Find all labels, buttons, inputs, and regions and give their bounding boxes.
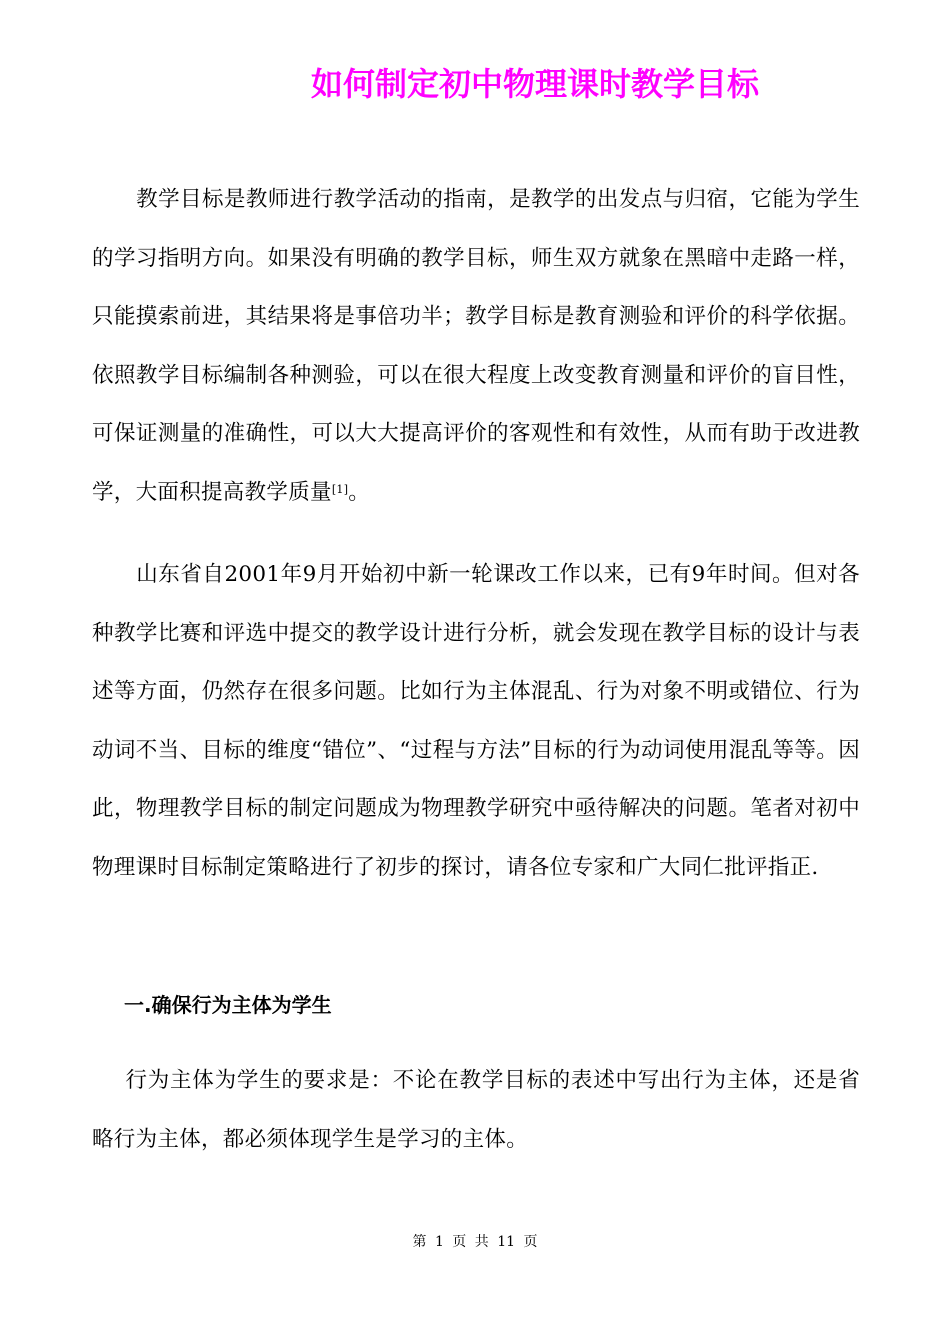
body-paragraph-background bbox=[92, 546, 860, 898]
page-number-footer: 第 1 页 共 11 页 bbox=[412, 1234, 538, 1250]
paragraph-text: 山东省自2001年9月开始初中新一轮课改工作以来，已有9年时间。但对各种教学比赛和评选中提交的教学设计进行分析，就会发现在教学目标的设计与表述等方面，仍然存在很多问题。比如行为主体混乱、行为对象不明或错位、行为动词不当、目标的维度“错位”、“过程与方法”目标的行为动词使用混乱等等。因此，物理教学目标的制定问题成为物理教学研究中亟待解决的问题。笔者对初中物理课时目标制定策略进行了初步的探讨，请各位专家和广大同仁批评指正. bbox=[92, 562, 860, 880]
paragraph-text: 教学目标是教师进行教学活动的指南，是教学的出发点与归宿，它能为学生的学习指明方向。如果没有明确的教学目标，师生双方就象在黑暗中走路一样，只能摸索前进，其结果将是事倍功半；教学目标是教育测验和评价的科学依据。依照教学目标编制各种测验，可以在很大程度上改变教育测量和评价的盲目性，可保证测量的准确性，可以大大提高评价的客观性和有效性，从而有助于改进教学，大面积提高教学质量 bbox=[92, 187, 860, 505]
paragraph-tail: 。 bbox=[348, 479, 371, 505]
body-paragraph-intro bbox=[92, 171, 860, 523]
section-heading: 一.确保行为主体为学生 bbox=[124, 993, 332, 1017]
body-paragraph-section-one bbox=[92, 1052, 860, 1169]
citation-reference[interactable]: [1] bbox=[331, 482, 349, 496]
paragraph-text: 行为主体为学生的要求是：不论在教学目标的表述中写出行为主体，还是省略行为主体，都必须体现学生是学习的主体。 bbox=[92, 1068, 860, 1152]
page-title: 如何制定初中物理课时教学目标 bbox=[310, 65, 759, 103]
